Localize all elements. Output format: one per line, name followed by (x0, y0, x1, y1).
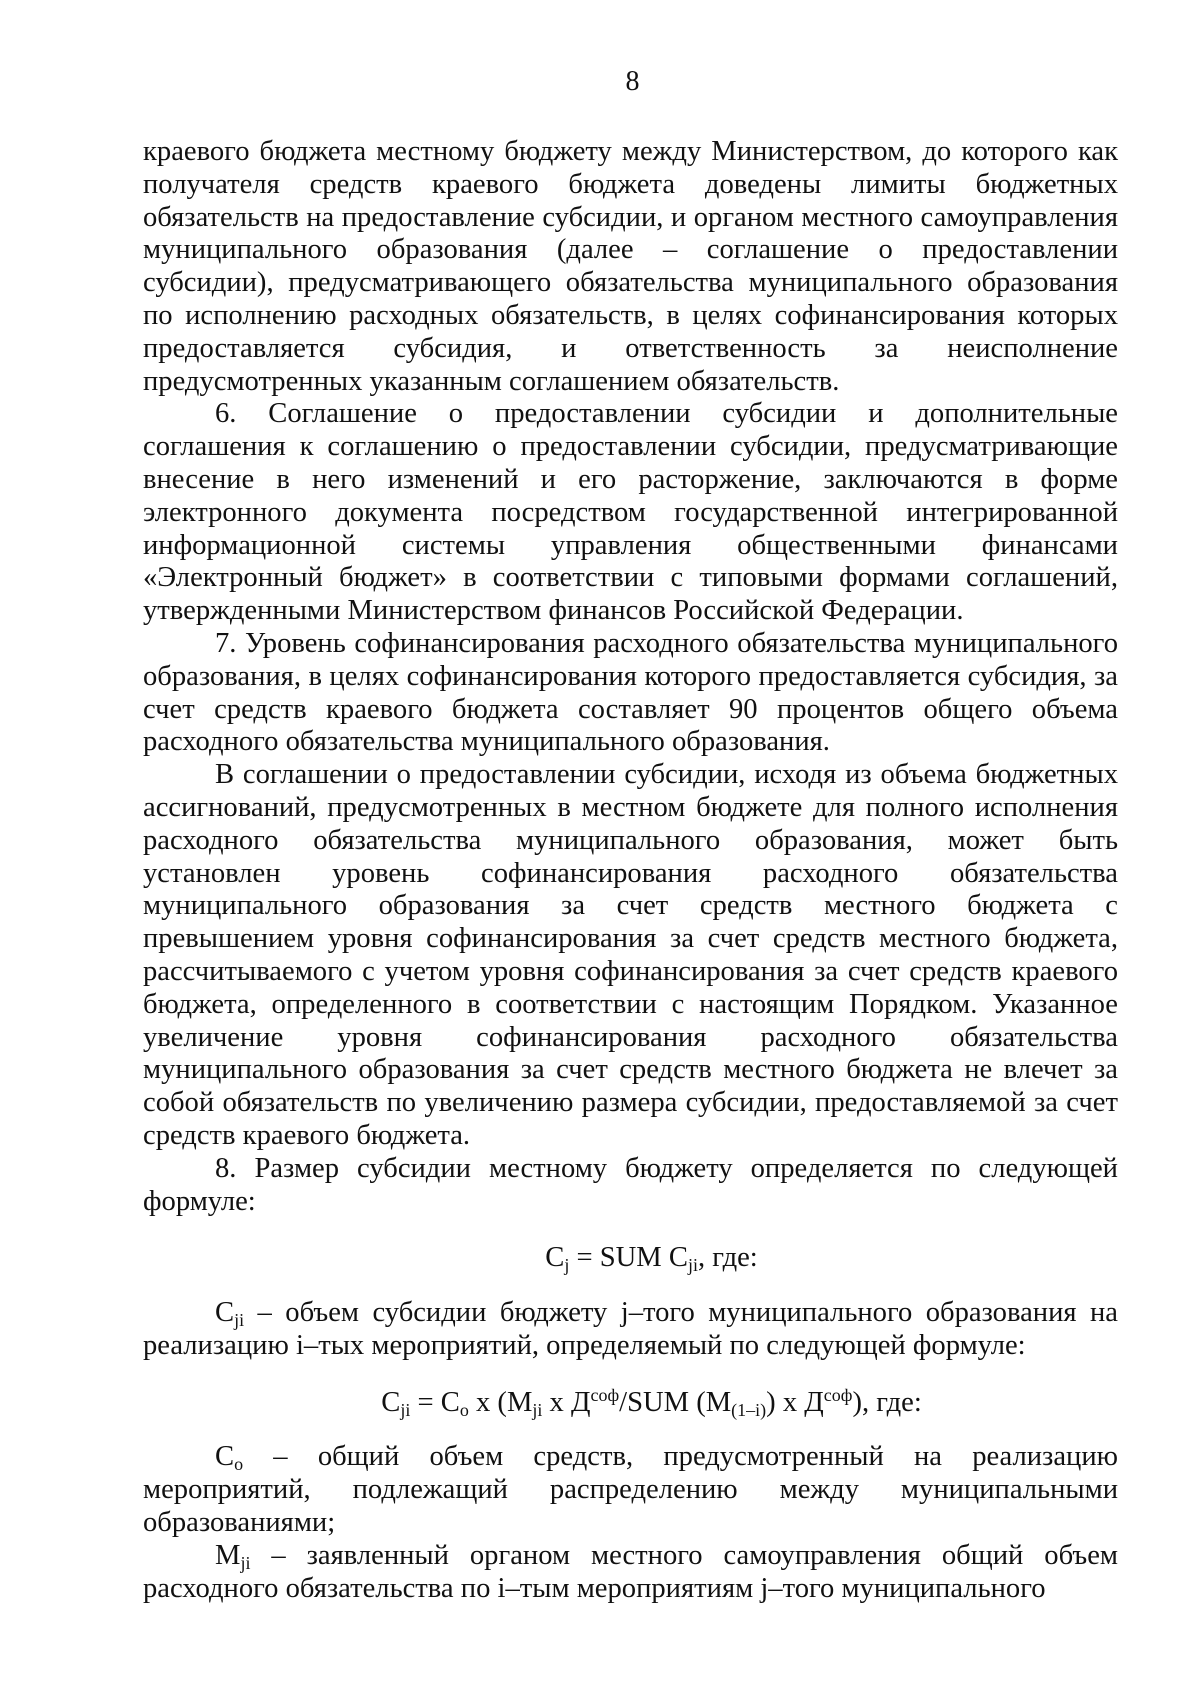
definition-symbol: C (215, 1297, 235, 1329)
formula-superscript: соф (590, 1384, 620, 1405)
definition-subscript: ji (240, 1552, 251, 1573)
formula-subscript: ji (532, 1399, 543, 1420)
formula-text: ) х Д (766, 1386, 824, 1418)
definition-mji (143, 1540, 1118, 1606)
formula-superscript: соф (823, 1384, 853, 1405)
definition-text: – заявленный органом местного самоуправления общий объем расходного обязательства по i–тым мероприятиям j–того муниципального (143, 1539, 1118, 1604)
definition-symbol: C (215, 1441, 235, 1473)
definition-text: – общий объем средств, предусмотренный на реализацию мероприятий, подлежащий распределению между муниципальными образованиями; (143, 1441, 1118, 1539)
formula-text: = C (410, 1386, 460, 1418)
formula-text: = SUM C (569, 1242, 688, 1274)
paragraph-7: 7. Уровень софинансирования расходного обязательства муниципального образования, в целях софинансирования которого предоставляется субсидия, за счет средств краевого бюджета составляет 90 процентов общего объема расходного обязательства муниципального образования. (143, 627, 1118, 758)
definition-cji (143, 1297, 1118, 1363)
definition-text: – объем субсидии бюджету j–того муниципального образования на реализацию i–тых мероприятий, определяемый по следующей формуле: (143, 1297, 1118, 1361)
formula-text: х (M (468, 1386, 533, 1418)
definition-symbol: M (215, 1539, 241, 1571)
formula-text: ), где: (852, 1386, 922, 1418)
formula-subscript: ji (687, 1255, 698, 1276)
document-body (143, 136, 1118, 1605)
formula-subscript: j (564, 1255, 570, 1276)
formula-cji (143, 1384, 1118, 1420)
paragraph-8: 8. Размер субсидии местному бюджету определяется по следующей формуле: (143, 1152, 1118, 1217)
formula-text: /SUM (M (619, 1386, 732, 1418)
paragraph-agreement-continuation: краевого бюджета местному бюджету между Министерством, до которого как получателя средств краевого бюджета доведены лимиты бюджетных обязательств на предоставление субсидии, и органом местного самоуправления муниципального образования (далее – соглашение о предоставлении субсидии), предусматривающего обязательства муниципального образования по исполнению расходных обязательств, в целях софинансирования которых предоставляется субсидия, и ответственность за неисполнение предусмотренных указанным соглашением обязательств. (143, 136, 1118, 397)
definition-subscript: ji (234, 1310, 245, 1331)
formula-symbol: C (545, 1242, 565, 1274)
definition-co (143, 1441, 1118, 1539)
definition-subscript: o (234, 1454, 244, 1475)
page-number: 8 (625, 66, 640, 97)
paragraph-6: 6. Соглашение о предоставлении субсидии и дополнительные соглашения к соглашению о предоставлении субсидии, предусматривающие внесение в него изменений и его расторжение, заключаются в форме электронного документа посредством государственной интегрированной информационной системы управления общественными финансами «Электронный бюджет» в соответствии с типовыми формами соглашений, утвержденными Министерством финансов Российской Федерации. (143, 398, 1118, 627)
formula-text: х Д (542, 1386, 591, 1418)
formula-subscript: o (459, 1399, 469, 1420)
paragraph-cofinancing-level: В соглашении о предоставлении субсидии, исходя из объема бюджетных ассигнований, предусмотренных в местном бюджете для полного исполнения расходного обязательства муниципального образования, может быть установлен уровень софинансирования расходного обязательства муниципального образования за счет средств местного бюджета с превышением уровня софинансирования за счет средств местного бюджета, рассчитываемого с учетом уровня софинансирования за счет средств краевого бюджета, определенного в соответствии с настоящим Порядком. Указанное увеличение уровня софинансирования расходного обязательства муниципального образования за счет средств местного бюджета не влечет за собой обязательств по увеличению размера субсидии, предоставляемой за счет средств краевого бюджета. (143, 759, 1118, 1151)
formula-subscript: (1–i) (731, 1399, 767, 1420)
formula-symbol: C (381, 1386, 401, 1418)
formula-cj (143, 1242, 1118, 1275)
formula-subscript: ji (400, 1399, 411, 1420)
formula-text: , где: (697, 1242, 758, 1274)
